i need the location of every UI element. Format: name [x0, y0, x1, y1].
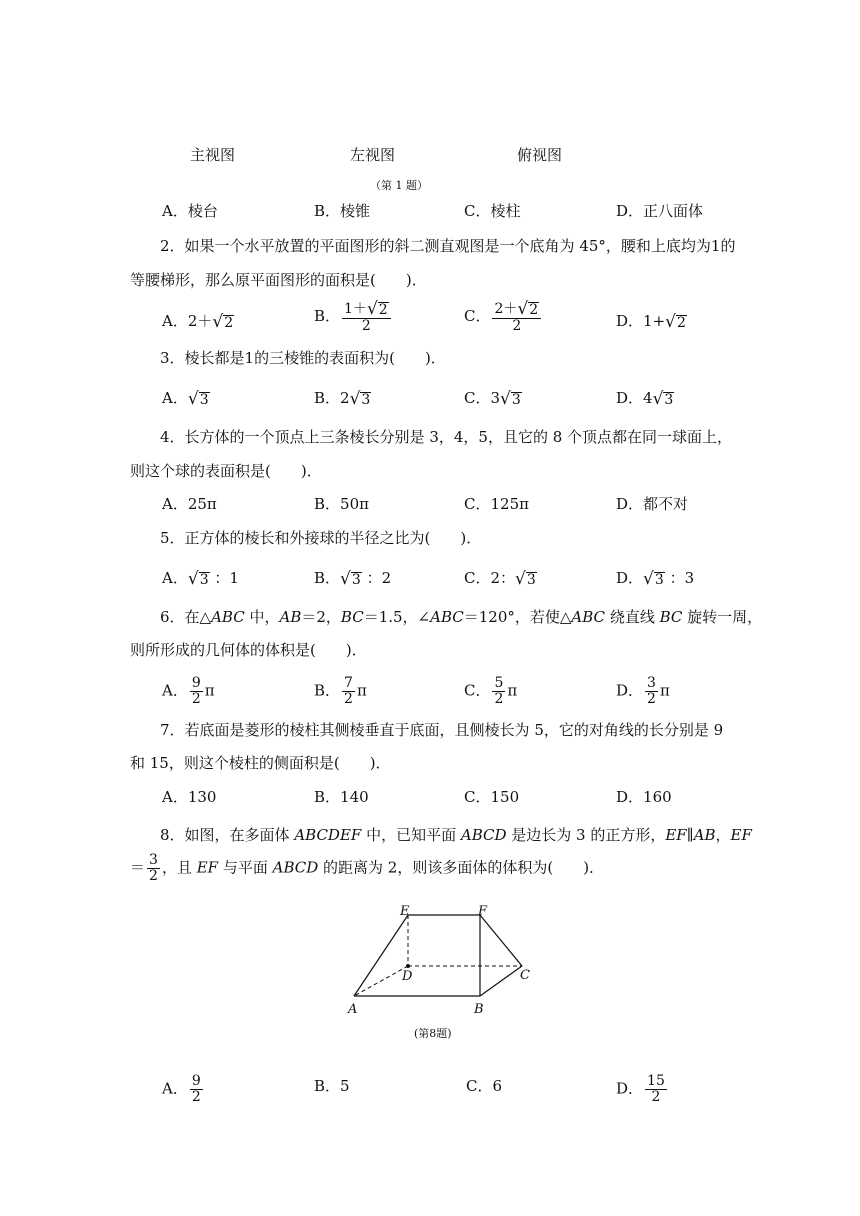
- q8-polyhedron-figure: [340, 900, 540, 1020]
- edge-ea: [354, 915, 408, 996]
- q7-stem-line1: 7．若底面是菱形的棱柱其侧棱垂直于底面，且侧棱长为 5，它的对角线的长分别是 9: [160, 721, 724, 739]
- q1-option-b: B．棱锥: [314, 202, 371, 220]
- edge-fc: [480, 915, 522, 966]
- fig1-caption: （第 1 题）: [370, 179, 428, 192]
- q7-option-d: D．160: [616, 788, 672, 806]
- q5-option-a: A． √ 3 ：1: [162, 569, 239, 589]
- q8-option-b: B．5: [314, 1077, 350, 1095]
- q4-option-d: D．都不对: [616, 495, 689, 513]
- q8-option-a: A． $\frac{9}{2}$: [162, 1073, 201, 1105]
- q8-figure-caption: (第8题): [414, 1027, 452, 1040]
- label-e: E: [400, 904, 410, 919]
- q6-stem-line2: 则所形成的几何体的体积是( )．: [130, 641, 367, 659]
- q4-option-c: C．125π: [464, 495, 529, 513]
- q5-stem: 5．正方体的棱长和外接球的半径之比为( )．: [160, 529, 482, 547]
- q3-option-b: B．2 √ 3: [314, 389, 371, 409]
- label-c: C: [520, 968, 530, 983]
- q3-option-d: D．4 √ 3: [616, 389, 674, 409]
- edge-bc: [480, 966, 522, 996]
- q5-option-c: C．2： √ 3: [464, 569, 536, 589]
- hidden-edge-da: [354, 966, 408, 996]
- q6-option-d: D． $\frac{3}{2}$ π: [616, 675, 670, 707]
- q7-option-b: B．140: [314, 788, 369, 806]
- q1-option-c: C．棱柱: [464, 202, 521, 220]
- q1-option-a: A．棱台: [162, 202, 218, 220]
- q3-option-c: C．3 √ 3: [464, 389, 521, 409]
- q2-option-b: B． 1＋ √ 2 2: [314, 300, 393, 334]
- label-a: A: [348, 1002, 358, 1017]
- label-f: F: [478, 904, 488, 919]
- q1-option-d: D．正八面体: [616, 202, 704, 220]
- q2-option-d: D．1+ √ 2: [616, 312, 686, 332]
- q8-option-c: C．6: [466, 1077, 503, 1095]
- q6-option-a: A． $\frac{9}{2}$ π: [162, 675, 215, 707]
- q8-stem-line2: ＝ $\frac{3}{2}$ ，且 EF 与平面 ABCD 的距离为 2，则该多面体的体积为( )．: [130, 852, 605, 884]
- q8-stem-line1: 8．如图，在多面体 ABCDEF 中，已知平面 ABCD 是边长为 3 的正方形，EF∥AB，EF: [160, 826, 752, 844]
- label-b: B: [474, 1002, 484, 1017]
- q3-option-a: A． √ 3: [162, 389, 209, 409]
- q4-option-b: B．50π: [314, 495, 369, 513]
- q4-stem-line1: 4．长方体的一个顶点上三条棱长分别是 3，4，5，且它的 8 个顶点都在同一球面上，: [160, 428, 733, 446]
- q7-stem-line2: 和 15，则这个棱柱的侧面积是( )．: [130, 754, 391, 772]
- q2-option-c: C． 2＋ √ 2 2: [464, 300, 543, 334]
- point-d: [406, 964, 410, 968]
- q2-option-a: A．2＋ √ 2: [162, 312, 234, 332]
- top-view-label: 俯视图: [517, 146, 563, 164]
- q2-stem-line2: 等腰梯形，那么原平面图形的面积是( )．: [130, 271, 427, 289]
- q5-option-b: B． √ 3 ：2: [314, 569, 392, 589]
- q6-option-c: C． $\frac{5}{2}$ π: [464, 675, 518, 707]
- q4-stem-line2: 则这个球的表面积是( )．: [130, 462, 322, 480]
- front-view-label: 主视图: [190, 146, 236, 164]
- side-view-label: 左视图: [350, 146, 396, 164]
- label-d: D: [402, 969, 413, 984]
- q4-option-a: A．25π: [162, 495, 217, 513]
- q7-option-c: C．150: [464, 788, 520, 806]
- q7-option-a: A．130: [162, 788, 217, 806]
- q2-stem-line1: 2．如果一个水平放置的平面图形的斜二测直观图是一个底角为 45°，腰和上底均为1的: [160, 237, 736, 255]
- q5-option-d: D． √ 3 ：3: [616, 569, 695, 589]
- q8-option-d: D． $\frac{15}{2}$: [616, 1073, 665, 1105]
- q6-option-b: B． $\frac{7}{2}$ π: [314, 675, 367, 707]
- q6-stem-line1: 6．在△ABC 中，AB＝2，BC＝1.5，∠ABC＝120°，若使△ABC 绕直线 BC 旋转一周，: [160, 608, 763, 626]
- q3-stem: 3．棱长都是1的三棱锥的表面积为( )．: [160, 349, 446, 367]
